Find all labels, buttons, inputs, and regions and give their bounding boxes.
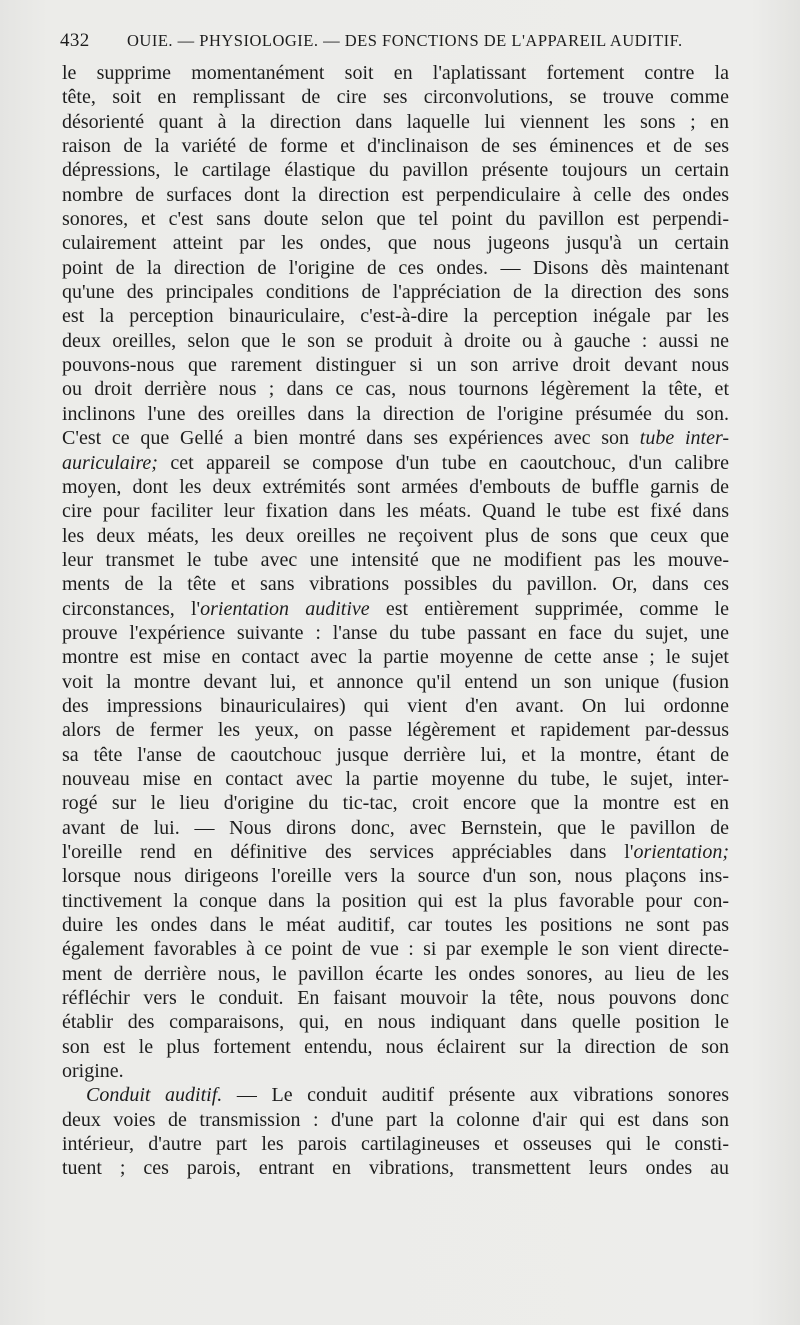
text-line <box>62 304 729 328</box>
line-text: montre est mise en contact avec la partie moyenne de cette anse ; le sujet <box>62 646 729 669</box>
text-line <box>62 864 729 888</box>
line-text: tinctivement la conque dans la position qui est la plus favorable pour con- <box>62 889 729 912</box>
italic-text: tube inter- <box>639 427 729 450</box>
text-line <box>62 353 729 377</box>
text-line <box>62 962 729 986</box>
line-text: point de la direction de l'origine de ces ondes. — Disons dès maintenant <box>62 256 729 279</box>
text-line <box>62 61 729 85</box>
line-text: les deux méats, les deux oreilles ne reçoivent plus de sons que ceux que <box>62 524 729 547</box>
text-line <box>62 840 729 864</box>
line-text: qu'une des principales conditions de l'appréciation de la direction des sons <box>62 281 729 304</box>
line-text: deux voies de transmission : d'une part la colonne d'air qui est dans son <box>62 1108 729 1131</box>
text-line <box>62 183 729 207</box>
line-text: est entièrement supprimée, comme le <box>369 597 729 620</box>
text-line <box>62 134 729 158</box>
text-line <box>62 256 729 280</box>
text-line <box>62 1132 729 1156</box>
line-text: C'est ce que Gellé a bien montré dans ses expériences avec son <box>62 427 640 450</box>
text-line <box>62 1010 729 1034</box>
text-line <box>62 475 729 499</box>
text-line <box>62 1059 729 1083</box>
line-text: rogé sur le lieu d'origine du tic-tac, croit encore que la montre est en <box>62 792 729 815</box>
line-text: lorsque nous dirigeons l'oreille vers la source d'un son, nous plaçons ins- <box>62 865 729 888</box>
text-line <box>62 743 729 767</box>
text-line <box>62 158 729 182</box>
line-text: est la perception binauriculaire, c'est-à-dire la perception inégale par les <box>62 305 729 328</box>
text-line <box>62 913 729 937</box>
text-line <box>62 986 729 1010</box>
line-text: avant de lui. — Nous dirons donc, avec Bernstein, que le pavillon de <box>62 816 729 839</box>
text-line <box>62 1035 729 1059</box>
line-text: culairement atteint par les ondes, que nous jugeons jusqu'à un certain <box>62 232 729 255</box>
italic-text: orientation auditive <box>200 597 370 620</box>
text-line <box>62 767 729 791</box>
line-text: des impressions binauriculaires) qui vient d'en avant. On lui ordonne <box>62 694 729 717</box>
line-text: alors de fermer les yeux, on passe légèrement et rapidement par-dessus <box>62 719 729 742</box>
line-text: l'oreille rend en définitive des services appréciables dans l' <box>62 841 634 863</box>
text-line <box>62 85 729 109</box>
text-line <box>62 816 729 840</box>
text-line <box>62 694 729 718</box>
text-line <box>62 110 729 134</box>
line-text: — Le conduit auditif présente aux vibrations sonores <box>222 1084 729 1107</box>
text-line <box>62 670 729 694</box>
text-line <box>62 231 729 255</box>
line-text: raison de la variété de forme et d'inclinaison de ses éminences et de ses <box>62 135 729 158</box>
text-line <box>62 597 729 621</box>
text-line <box>62 1083 729 1107</box>
text-line <box>62 572 729 596</box>
line-text: duire les ondes dans le méat auditif, car toutes les positions ne sont pas <box>62 914 729 937</box>
line-text: tête, soit en remplissant de cire ses circonvolutions, se trouve comme <box>62 86 729 109</box>
line-text: désorienté quant à la direction dans laquelle lui viennent les sons ; en <box>62 110 729 133</box>
line-text: également favorables à ce point de vue : si par exemple le son vient directe- <box>62 938 729 961</box>
line-text: intérieur, d'autre part les parois cartilagineuses et osseuses qui le consti- <box>62 1133 729 1156</box>
line-text: pouvons-nous que rarement distinguer si un son arrive droit devant nous <box>62 354 729 377</box>
text-line <box>62 548 729 572</box>
italic-text: auriculaire; <box>62 451 158 474</box>
line-text: son est le plus fortement entendu, nous éclairent sur la direction de son <box>62 1035 729 1058</box>
line-text: ment de derrière nous, le pavillon écarte les ondes sonores, au lieu de les <box>62 962 729 985</box>
running-title: OUIE. — PHYSIOLOGIE. — DES FONCTIONS DE L'APPAREIL AUDITIF. <box>127 31 683 50</box>
text-line <box>62 645 729 669</box>
line-text: réfléchir vers le conduit. En faisant mouvoir la tête, nous pouvons donc <box>62 987 729 1010</box>
text-line <box>62 889 729 913</box>
italic-text: Conduit auditif. <box>86 1084 223 1107</box>
line-text: deux oreilles, selon que le son se produit à droite ou à gauche : aussi ne <box>62 329 729 352</box>
line-text: ou droit derrière nous ; dans ce cas, nous tournons légèrement la tête, et <box>62 378 729 401</box>
line-text: ments de la tête et sans vibrations possibles du pavillon. Or, dans ces <box>62 573 729 596</box>
text-line <box>62 280 729 304</box>
text-line <box>62 402 729 426</box>
text-line <box>62 1108 729 1132</box>
line-text: nombre de surfaces dont la direction est perpendiculaire à celle des ondes <box>62 183 729 206</box>
text-line <box>62 621 729 645</box>
line-text: moyen, dont les deux extrémités sont armées d'embouts de buffle garnis de <box>62 475 729 498</box>
text-line <box>62 718 729 742</box>
text-line <box>62 1156 729 1180</box>
text-line <box>62 426 729 450</box>
text-line <box>62 329 729 353</box>
line-text: leur transmet le tube avec une intensité que ne modifient pas les mouve- <box>62 548 729 571</box>
text-line <box>62 524 729 548</box>
text-line <box>62 937 729 961</box>
text-line <box>62 791 729 815</box>
running-header <box>60 30 730 56</box>
line-text: origine. <box>62 1060 124 1083</box>
text-line <box>62 451 729 475</box>
line-text: dépressions, le cartilage élastique du pavillon présente toujours un certain <box>62 159 729 182</box>
line-text: cet appareil se compose d'un tube en caoutchouc, d'un calibre <box>157 451 729 474</box>
line-text: cire pour faciliter leur fixation dans les méats. Quand le tube est fixé dans <box>62 500 729 523</box>
text-line <box>62 207 729 231</box>
body-text <box>62 61 729 1181</box>
line-text: nouveau mise en contact avec la partie moyenne du tube, le sujet, inter- <box>62 767 729 790</box>
page-number: 432 <box>60 30 90 51</box>
italic-text: orientation; <box>633 841 729 863</box>
line-text: sa tête l'anse de caoutchouc jusque derrière lui, et la montre, étant de <box>62 743 729 766</box>
line-text: tuent ; ces parois, entrant en vibrations, transmettent leurs ondes au <box>62 1157 729 1180</box>
line-text: établir des comparaisons, qui, en nous indiquant dans quelle position le <box>62 1011 729 1034</box>
text-line <box>62 499 729 523</box>
line-text: le supprime momentanément soit en l'aplatissant fortement contre la <box>62 62 729 84</box>
line-text: inclinons l'une des oreilles dans la direction de l'origine présumée du son. <box>62 402 729 425</box>
line-text: circonstances, l' <box>62 597 201 620</box>
line-text: prouve l'expérience suivante : l'anse du tube passant en face du sujet, une <box>62 621 729 644</box>
line-text: sonores, et c'est sans doute selon que tel point du pavillon est perpendi- <box>62 208 729 231</box>
text-line <box>62 377 729 401</box>
line-text: voit la montre devant lui, et annonce qu'il entend un son unique (fusion <box>62 670 729 693</box>
